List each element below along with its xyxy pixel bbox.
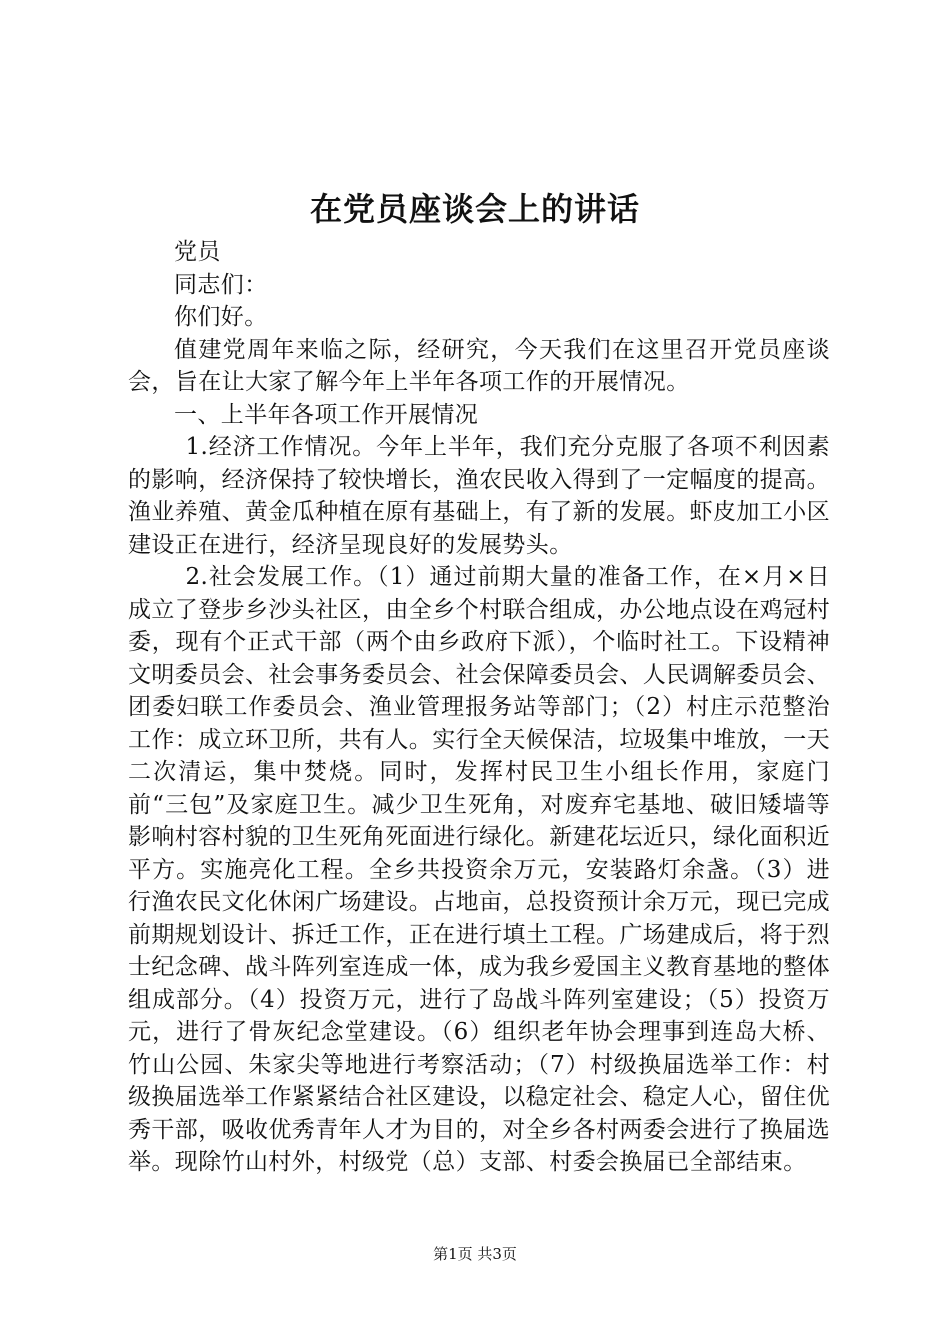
page-footer: 第1页 共3页 bbox=[433, 1245, 517, 1263]
section-heading: 一、上半年各项工作开展情况 bbox=[174, 401, 479, 428]
paragraph-intro: 值建党周年来临之际，经研究，今天我们在这里召开党员座谈会，旨在让大家了解今年上半年各项工作的开展情况。 bbox=[128, 336, 830, 395]
paragraph-social-development: 2.社会发展工作。（1）通过前期大量的准备工作，在×月×日成立了登步乡沙头社区，由全乡个村联合组成，办公地点设在鸡冠村委，现有个正式干部（两个由乡政府下派），个临时社工。下设精神文明委员会、社会事务委员会、社会保障委员会、人民调解委员会、团委妇联工作委员会、渔业管理报务站等部门；（2）村庄示范整治工作：成立环卫所，共有人。实行全天候保洁，垃圾集中堆放，一天二次清运，集中焚烧。同时，发挥村民卫生小组长作用，家庭门前“三包”及家庭卫生。减少卫生死角，对废弃宅基地、破旧矮墙等影响村容村貌的卫生死角死面进行绿化。新建花坛近只，绿化面积近平方。实施亮化工程。全乡共投资余万元，安装路灯余盏。（3）进行渔农民文化休闲广场建设。占地亩，总投资预计余万元，现已完成前期规划设计、拆迁工作，正在进行填土工程。广场建成后，将于烈士纪念碑、战斗阵列室连成一体，成为我乡爱国主义教育基地的整体组成部分。（4）投资万元，进行了岛战斗阵列室建设；（5）投资万元，进行了骨灰纪念堂建设。（6）组织老年协会理事到连岛大桥、竹山公园、朱家尖等地进行考察活动；（7）村级换届选举工作：村级换届选举工作紧紧结合社区建设，以稳定社会、稳定人心，留住优秀干部，吸收优秀青年人才为目的，对全乡各村两委会进行了换届选举。现除竹山村外，村级党（总）支部、村委会换届已全部结束。 bbox=[128, 564, 830, 1175]
document-title: 在党员座谈会上的讲话 bbox=[309, 190, 640, 228]
paragraph-salutation: 同志们： bbox=[174, 271, 268, 298]
document-body bbox=[128, 236, 830, 1179]
paragraph-economy: 1.经济工作情况。今年上半年，我们充分克服了各项不利因素的影响，经济保持了较快增长，渔农民收入得到了一定幅度的提高。渔业养殖、黄金瓜种植在原有基础上，有了新的发展。虾皮加工小区建设正在进行，经济呈现良好的发展势头。 bbox=[128, 434, 830, 558]
paragraph-greeting: 你们好。 bbox=[174, 304, 268, 330]
paragraph-recipient: 党员 bbox=[174, 239, 221, 265]
